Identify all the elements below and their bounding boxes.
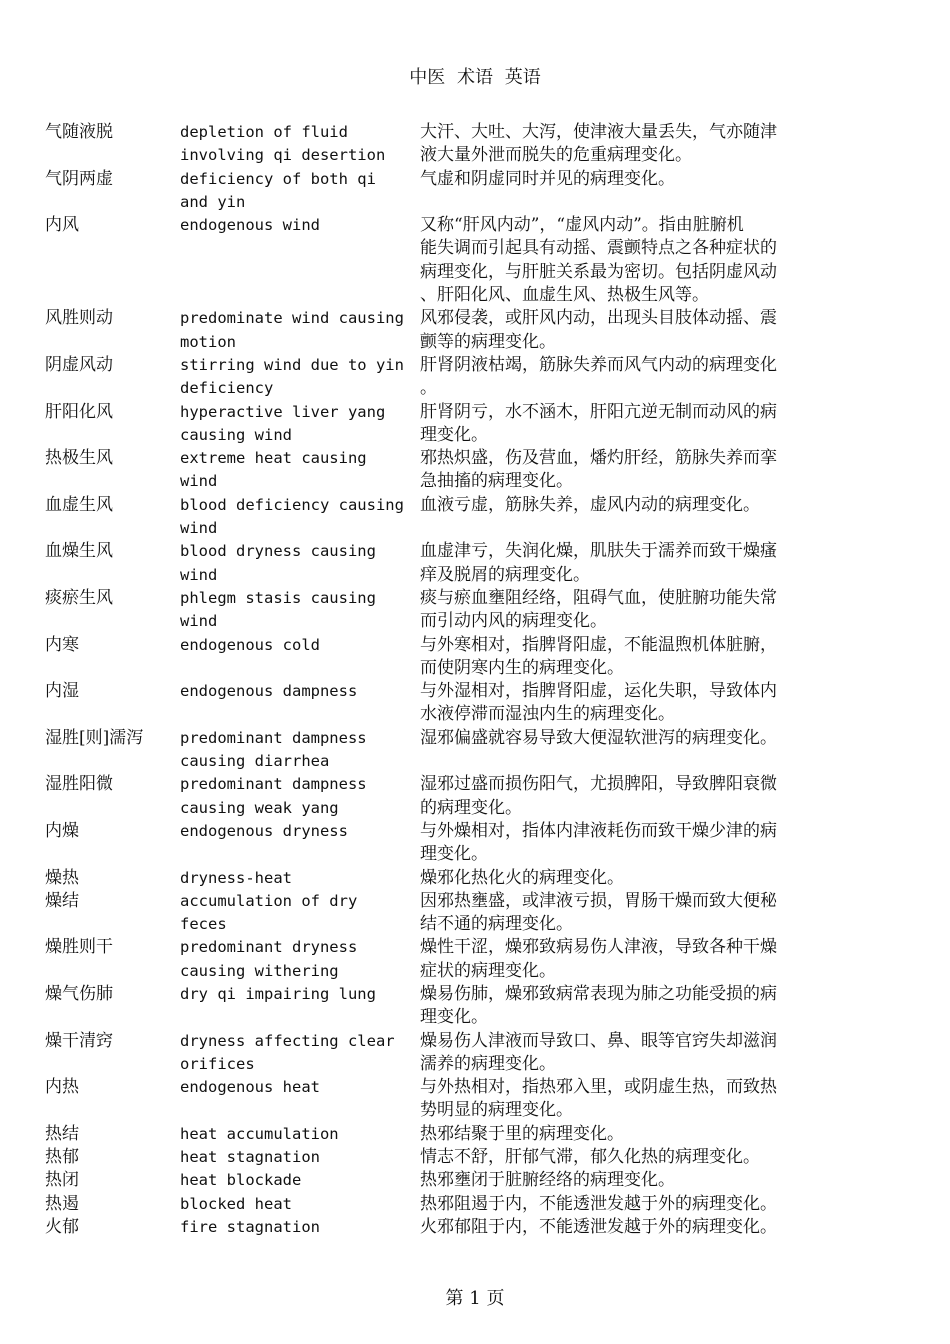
glossary-row [45, 1146, 835, 1169]
term-chinese: 风胜则动 [45, 308, 113, 329]
term-chinese: 燥气伤肺 [45, 983, 113, 1004]
glossary-row [45, 680, 835, 727]
term-english: heat stagnation [180, 1148, 320, 1167]
glossary-row [45, 168, 835, 215]
term-definition: 燥邪化热化火的病理变化。 [420, 867, 624, 888]
term-chinese: 内湿 [45, 681, 79, 702]
term-english: fire stagnation [180, 1217, 320, 1236]
term-definition: 血虚津亏，失润化燥，肌肤失于濡养而致干燥瘙 痒及脱屑的病理变化。 [420, 541, 777, 585]
term-english: predominant dampness causing diarrhea [180, 728, 367, 771]
term-english: heat accumulation [180, 1124, 339, 1143]
glossary-row [45, 727, 835, 774]
term-chinese: 内寒 [45, 634, 79, 655]
term-chinese: 热郁 [45, 1147, 79, 1168]
term-english: endogenous cold [180, 635, 320, 654]
term-chinese: 肝阳化风 [45, 401, 113, 422]
glossary-table [45, 121, 835, 1239]
term-chinese: 血虚生风 [45, 494, 113, 515]
term-english: endogenous wind [180, 216, 320, 235]
term-english: endogenous dampness [180, 682, 358, 701]
term-definition: 燥性干涩，燥邪致病易伤人津液，导致各种干燥 症状的病理变化。 [420, 937, 777, 981]
glossary-row [45, 447, 835, 494]
page-title: 中医 术语 英语 [409, 67, 541, 88]
term-definition: 肝肾阴液枯竭，筋脉失养而风气内动的病理变化 。 [420, 354, 777, 399]
term-chinese: 内燥 [45, 820, 79, 841]
term-chinese: 热闭 [45, 1170, 79, 1191]
term-english: extreme heat causing wind [180, 449, 367, 491]
term-definition: 又称“肝风内动”，“虚风内动”。指由脏腑机 能失调而引起具有动摇、震颤特点之各种症状的 病理变化，与肝脏关系最为密切。包括阴虚风动 、肝阳化风、血虚生风、热极生风等。 [420, 215, 777, 306]
glossary-row [45, 983, 835, 1030]
term-english: endogenous heat [180, 1078, 320, 1097]
term-chinese: 燥结 [45, 890, 79, 911]
glossary-row [45, 1123, 835, 1146]
term-chinese: 燥干清窍 [45, 1030, 113, 1051]
term-chinese: 火郁 [45, 1216, 79, 1237]
term-definition: 痰与瘀血壅阻经络，阻碍气血，使脏腑功能失常 而引动内风的病理变化。 [420, 587, 777, 632]
term-english: blood deficiency causing wind [180, 495, 404, 538]
term-definition: 因邪热壅盛，或津液亏损，胃肠干燥而致大便秘 结不通的病理变化。 [420, 890, 777, 935]
glossary-row [45, 540, 835, 587]
term-chinese: 湿胜[则]濡泻 [45, 727, 144, 748]
term-chinese: 内热 [45, 1077, 79, 1098]
term-definition: 大汗、大吐、大泻，使津液大量丢失，气亦随津 液大量外泄而脱失的危重病理变化。 [420, 122, 777, 166]
glossary-row [45, 214, 835, 307]
glossary-row [45, 867, 835, 890]
term-english: predominant dryness causing withering [180, 938, 358, 980]
glossary-row [45, 820, 835, 867]
term-definition: 风邪侵袭，或肝风内动，出现头目肢体动摇、震 颤等的病理变化。 [420, 308, 777, 352]
term-definition: 情志不舒，肝郁气滞，郁久化热的病理变化。 [420, 1147, 760, 1168]
term-chinese: 痰瘀生风 [45, 587, 113, 608]
term-english: dryness-heat [180, 868, 292, 887]
term-definition: 邪热炽盛，伤及营血，燔灼肝经，筋脉失养而挛 急抽搐的病理变化。 [420, 448, 777, 492]
term-chinese: 热遏 [45, 1193, 79, 1214]
term-definition: 燥易伤肺，燥邪致病常表现为肺之功能受损的病 理变化。 [420, 983, 777, 1028]
page-number: 第 1 页 [445, 1288, 505, 1309]
term-chinese: 气随液脱 [45, 122, 113, 142]
term-english: predominant dampness causing weak yang [180, 775, 367, 817]
term-definition: 热邪结聚于里的病理变化。 [420, 1123, 624, 1144]
term-definition: 血液亏虚，筋脉失养，虚风内动的病理变化。 [420, 494, 760, 515]
term-english: depletion of fluid involving qi desertion [180, 123, 386, 165]
term-definition: 湿邪过盛而损伤阳气，尤损脾阳，导致脾阳衰微 的病理变化。 [420, 774, 777, 818]
term-english: accumulation of dry feces [180, 891, 358, 934]
term-definition: 与外湿相对，指脾肾阳虚，运化失职，导致体内 水液停滞而湿浊内生的病理变化。 [420, 681, 777, 725]
glossary-row [45, 121, 835, 168]
term-english: hyperactive liver yang causing wind [180, 402, 386, 444]
glossary-row [45, 354, 835, 401]
glossary-row [45, 1193, 835, 1216]
term-chinese: 湿胜阳微 [45, 774, 113, 795]
term-definition: 与外寒相对，指脾肾阳虚，不能温煦机体脏腑， 而使阴寒内生的病理变化。 [420, 634, 777, 678]
term-chinese: 血燥生风 [45, 541, 113, 562]
term-english: predominate wind causing motion [180, 309, 404, 351]
glossary-row [45, 307, 835, 354]
term-definition: 热邪阻遏于内，不能透泄发越于外的病理变化。 [420, 1193, 777, 1214]
term-definition: 燥易伤人津液而导致口、鼻、眼等官窍失却滋润 濡养的病理变化。 [420, 1030, 777, 1074]
glossary-row [45, 587, 835, 634]
term-definition: 与外燥相对，指体内津液耗伤而致干燥少津的病 理变化。 [420, 820, 777, 865]
glossary-row [45, 890, 835, 937]
term-chinese: 热结 [45, 1123, 79, 1144]
term-english: heat blockade [180, 1171, 302, 1190]
glossary-row [45, 1216, 835, 1239]
term-english: endogenous dryness [180, 821, 348, 840]
glossary-row [45, 1030, 835, 1077]
term-english: phlegm stasis causing wind [180, 588, 376, 631]
term-chinese: 热极生风 [45, 448, 113, 469]
term-definition: 火邪郁阻于内，不能透泄发越于外的病理变化。 [420, 1216, 777, 1237]
term-definition: 肝肾阴亏，水不涵木，肝阳亢逆无制而动风的病 理变化。 [420, 401, 777, 445]
term-english: dryness affecting clear orifices [180, 1031, 395, 1073]
term-english: blocked heat [180, 1194, 292, 1213]
term-chinese: 内风 [45, 215, 79, 236]
glossary-row [45, 634, 835, 681]
term-chinese: 燥胜则干 [45, 937, 113, 958]
term-definition: 气虚和阴虚同时并见的病理变化。 [420, 168, 675, 189]
term-definition: 热邪壅闭于脏腑经络的病理变化。 [420, 1170, 675, 1191]
term-definition: 与外热相对，指热邪入里，或阴虚生热，而致热 势明显的病理变化。 [420, 1077, 777, 1121]
term-chinese: 阴虚风动 [45, 354, 113, 375]
glossary-row [45, 773, 835, 820]
term-chinese: 气阴两虚 [45, 168, 113, 189]
glossary-row [45, 494, 835, 541]
term-english: blood dryness causing wind [180, 542, 376, 584]
term-definition: 湿邪偏盛就容易导致大便湿软泄泻的病理变化。 [420, 727, 777, 748]
glossary-row [45, 401, 835, 448]
term-chinese: 燥热 [45, 867, 79, 888]
glossary-row [45, 1076, 835, 1123]
term-english: stirring wind due to yin deficiency [180, 355, 404, 398]
term-english: dry qi impairing lung [180, 984, 376, 1003]
glossary-row [45, 1169, 835, 1192]
glossary-row [45, 936, 835, 983]
term-english: deficiency of both qi and yin [180, 169, 376, 211]
